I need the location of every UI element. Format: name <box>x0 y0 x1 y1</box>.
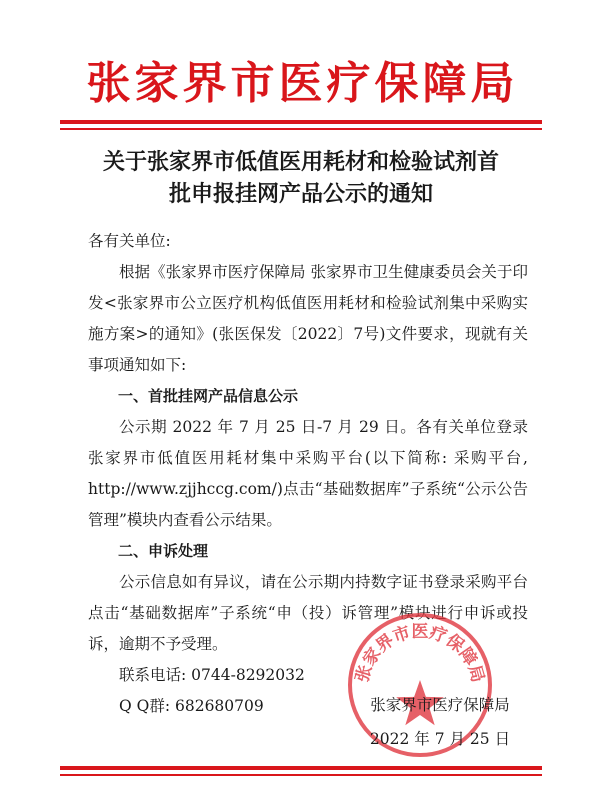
header-rule-thin <box>60 128 542 130</box>
letterhead-org-name: 张家界市医疗保障局 <box>86 58 519 109</box>
title-line-2: 批申报挂网产品公示的通知 <box>168 181 433 207</box>
header-rule-thick <box>60 120 542 124</box>
intro-paragraph: 根据《张家界市医疗保障局 张家界市卫生健康委员会关于印发<张家界市公立医疗机构低值医用耗材和检验试剂集中采购实施方案>的通知》(张医保发〔2022〕7号)文件要求，现就有关事项通知如下: <box>88 263 528 374</box>
contact-phone: 联系电话: 0744-8292032 <box>119 666 305 684</box>
footer-rule-thin <box>60 774 542 776</box>
signature-date: 2022 年 7 月 25 日 <box>369 730 511 748</box>
contact-qq: Q Q群: 682680709 <box>119 697 264 715</box>
signature-block <box>340 688 540 756</box>
signature-org: 张家界市医疗保障局 <box>370 696 510 714</box>
notice-title <box>60 146 542 210</box>
salutation: 各有关单位: <box>88 232 171 250</box>
section-2-paragraph: 公示信息如有异议，请在公示期内持数字证书登录采购平台点击“基础数据库”子系统“申（投）诉管理”模块进行申诉或投诉，逾期不予受理。 <box>88 573 528 653</box>
seal-text: 张家界市医疗保障局 <box>352 622 488 685</box>
title-line-1: 关于张家界市低值医用耗材和检验试剂首 <box>102 149 499 175</box>
section-2-title: 二、申诉处理 <box>118 542 209 560</box>
footer-rule-thick <box>60 766 542 770</box>
section-1-title: 一、首批挂网产品信息公示 <box>118 387 299 405</box>
section-1-paragraph: 公示期 2022 年 7 月 25 日-7 月 29 日。各有关单位登录张家界市低值医用耗材集中采购平台(以下简称: 采购平台, http://www.zjjhccg.com/)点击“基础数据库”子系统“公示公告管理”模块内查看公示结果。 <box>88 418 528 529</box>
